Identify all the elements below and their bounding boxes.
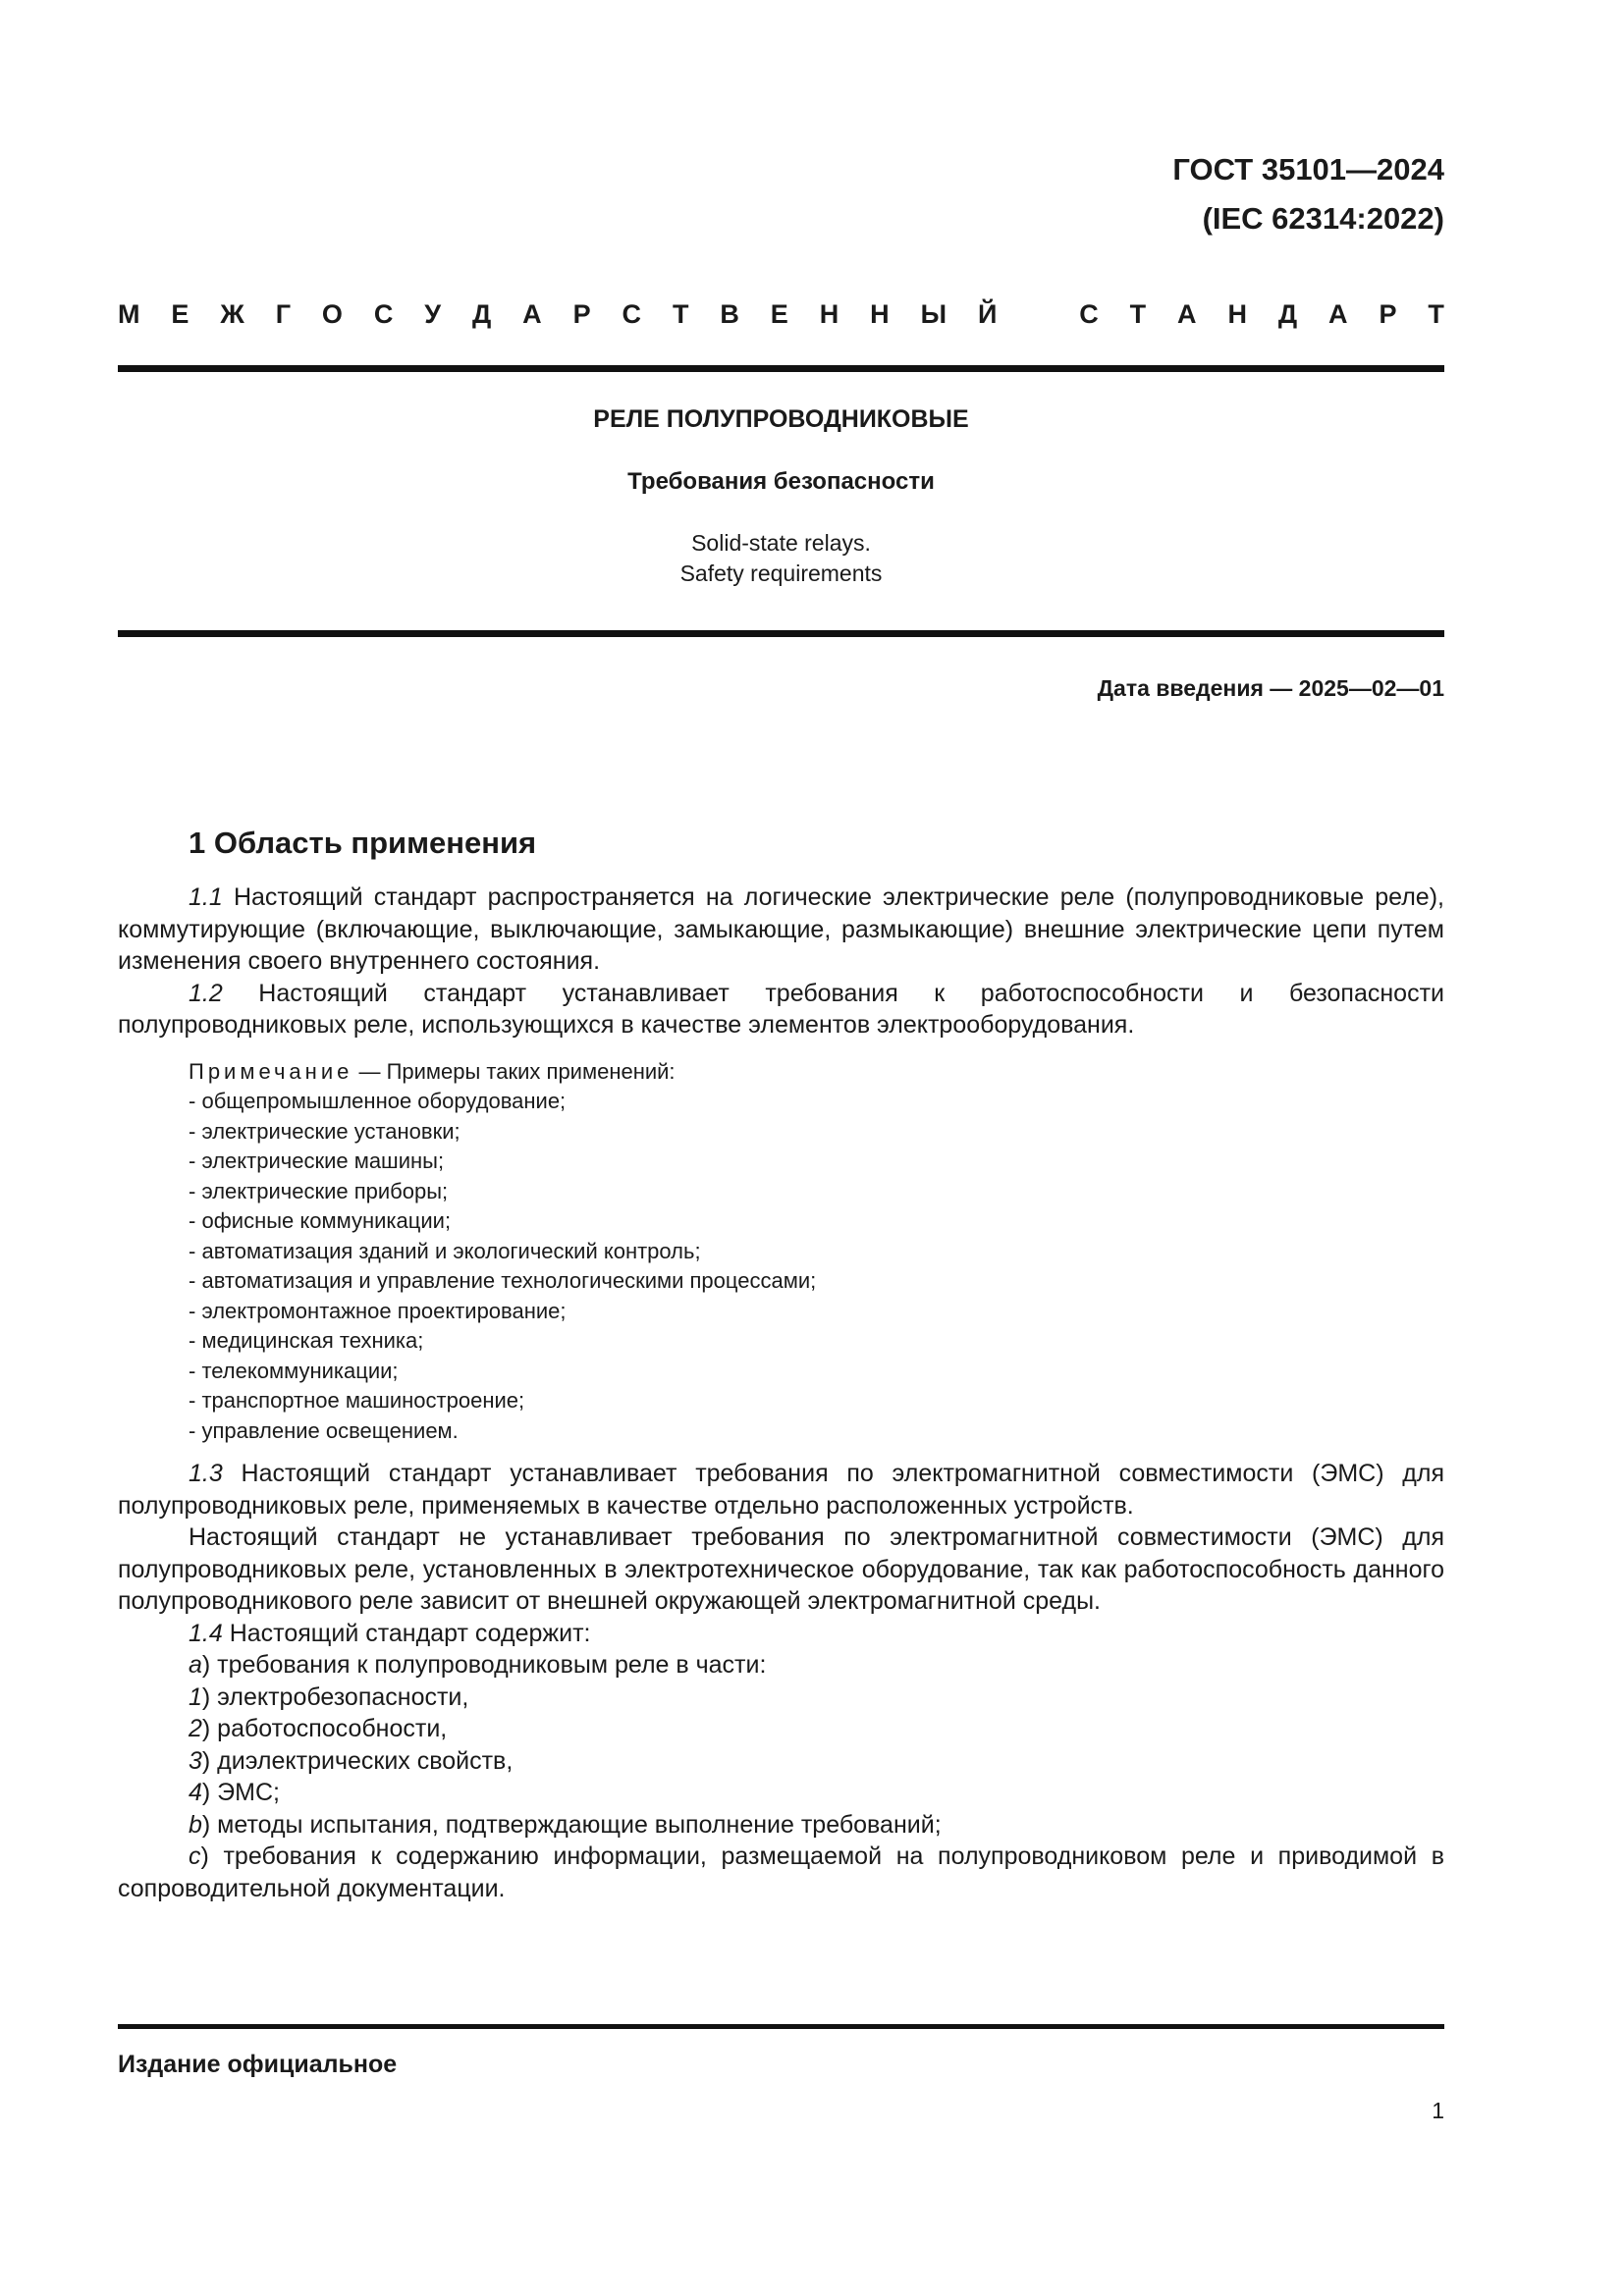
english-title-line-1: Solid-state relays. xyxy=(691,530,871,556)
top-rule xyxy=(118,365,1444,372)
requirements-list-item xyxy=(118,1649,1444,1682)
english-title xyxy=(118,528,1444,589)
title-rule xyxy=(118,630,1444,637)
note-label: Примечание xyxy=(189,1058,353,1084)
clause-text: Настоящий стандарт распространяется на логические электрические реле (полупроводниковые реле), коммутирующие (включающие, выключающие, замыкающие, размыкающие) внешние электрические цепи путем изменения своего внутреннего состояния. xyxy=(118,883,1444,975)
note-list-item: - электрические машины; xyxy=(189,1147,1072,1177)
clause-number: 1.4 xyxy=(189,1619,223,1647)
heading-letter: Е xyxy=(171,299,189,329)
standard-number: ГОСТ 35101—2024 xyxy=(1172,152,1444,187)
list-item-text: ) ЭМС; xyxy=(201,1779,280,1806)
note-list-item: - транспортное машиностроение; xyxy=(189,1386,1072,1416)
footer-rule xyxy=(118,2024,1444,2029)
heading-letter: М xyxy=(118,299,140,329)
heading-letter: Ы xyxy=(920,299,947,329)
heading-letter: Т xyxy=(1428,299,1444,329)
clause-number: 1.2 xyxy=(189,979,223,1007)
document-title: РЕЛЕ ПОЛУПРОВОДНИКОВЫЕ xyxy=(593,405,969,433)
clause-text: Настоящий стандарт устанавливает требования по электромагнитной совместимости (ЭМС) для полупроводниковых реле, применяемых в качестве отдельно расположенных устройств. xyxy=(118,1460,1444,1520)
note-intro-text: Примеры таких применений: xyxy=(386,1058,676,1084)
paragraph-1-3 xyxy=(118,1458,1444,1522)
heading-letter: А xyxy=(1328,299,1348,329)
note-list-item: - управление освещением. xyxy=(189,1416,1072,1447)
requirements-list xyxy=(118,1649,1444,1904)
note-list-item: - офисные коммуникации; xyxy=(189,1206,1072,1237)
heading-letter: Т xyxy=(672,299,689,329)
heading-letter: С xyxy=(373,299,394,329)
requirements-list-item xyxy=(118,1745,1444,1778)
paragraph-1-1 xyxy=(118,881,1444,978)
heading-letter: Н xyxy=(1227,299,1247,329)
edition-label: Издание официальное xyxy=(118,2051,398,2078)
heading-letter: Т xyxy=(1129,299,1147,329)
note-list-item: - автоматизация и управление технологическими процессами; xyxy=(189,1266,1072,1297)
heading-letter: Н xyxy=(819,299,839,329)
list-item-text: ) требования к полупроводниковым реле в части: xyxy=(201,1651,767,1679)
requirements-list-item xyxy=(118,1841,1444,1904)
note-list-item: - телекоммуникации; xyxy=(189,1357,1072,1387)
list-item-text: ) диэлектрических свойств, xyxy=(201,1746,514,1775)
section-heading: 1 Область применения xyxy=(189,826,537,860)
note-list-item: - общепромышленное оборудование; xyxy=(189,1087,1072,1117)
requirements-list-item xyxy=(118,1682,1444,1714)
list-marker: 3 xyxy=(189,1746,202,1775)
list-marker: 4 xyxy=(189,1779,202,1806)
heading-letter: О xyxy=(321,299,343,329)
paragraph-1-4 xyxy=(118,1618,1444,1650)
section-body xyxy=(118,881,1444,1904)
heading-letter: А xyxy=(1177,299,1197,329)
list-marker: a xyxy=(189,1651,202,1679)
heading-letter: Д xyxy=(472,299,492,329)
note-list-item: - автоматизация зданий и экологический контроль; xyxy=(189,1237,1072,1267)
list-item-text: ) работоспособности, xyxy=(201,1715,448,1742)
heading-letter: Й xyxy=(977,299,998,329)
note-list-item: - электрические приборы; xyxy=(189,1177,1072,1207)
paragraph-1-2 xyxy=(118,978,1444,1041)
document-subtitle: Требования безопасности xyxy=(627,468,935,495)
heading-letter: Ж xyxy=(220,299,244,329)
list-item-text: ) методы испытания, подтверждающие выполнение требований; xyxy=(201,1810,942,1839)
requirements-list-item xyxy=(118,1809,1444,1842)
heading-letter: В xyxy=(720,299,739,329)
paragraph-1-3-continued: Настоящий стандарт не устанавливает требования по электромагнитной совместимости (ЭМС) для полупроводниковых реле, установленных в электротехническое оборудование, так как работоспособность данного полупроводникового реле зависит от внешней окружающей электромагнитной среды. xyxy=(118,1523,1444,1615)
heading-letter: С xyxy=(1079,299,1099,329)
page-number: 1 xyxy=(1432,2098,1444,2123)
standard-number-block xyxy=(1172,145,1444,243)
iec-reference: (IEC 62314:2022) xyxy=(1202,201,1444,236)
note-intro xyxy=(189,1057,1072,1088)
clause-number: 1.3 xyxy=(189,1460,223,1487)
note-list-item: - медицинская техника; xyxy=(189,1326,1072,1357)
list-marker: b xyxy=(189,1810,202,1839)
heading-letter: А xyxy=(522,299,542,329)
heading-letter: Р xyxy=(1379,299,1397,329)
note-dash: — xyxy=(352,1058,387,1084)
clause-text: Настоящий стандарт устанавливает требования к работоспособности и безопасности полупроводниковых реле, использующихся в качестве элементов электрооборудования. xyxy=(118,979,1444,1039)
note-list-item: - электромонтажное проектирование; xyxy=(189,1297,1072,1327)
english-title-line-2: Safety requirements xyxy=(679,561,883,586)
heading-word-gap xyxy=(1028,297,1048,331)
heading-letter: У xyxy=(424,299,442,329)
heading-letter: Р xyxy=(572,299,591,329)
note-list xyxy=(189,1087,1072,1446)
heading-letter: Г xyxy=(275,299,291,329)
clause-number: 1.1 xyxy=(189,883,223,911)
list-marker: 2 xyxy=(189,1715,202,1742)
heading-letter: Е xyxy=(770,299,788,329)
list-item-text: ) электробезопасности, xyxy=(201,1682,469,1711)
list-marker: c xyxy=(189,1842,201,1870)
clause-text: Настоящий стандарт содержит: xyxy=(222,1619,591,1647)
list-item-text: ) требования к содержанию информации, размещаемой на полупроводниковом реле и приводимой в сопроводительной документации. xyxy=(118,1842,1444,1902)
heading-letter: Н xyxy=(870,299,890,329)
heading-letter: С xyxy=(622,299,642,329)
interstate-standard-heading xyxy=(118,297,1444,331)
requirements-list-item xyxy=(118,1777,1444,1809)
note-block xyxy=(189,1057,1072,1447)
heading-letter: Д xyxy=(1277,299,1298,329)
note-list-item: - электрические установки; xyxy=(189,1117,1072,1148)
introduction-date: Дата введения — 2025—02—01 xyxy=(1097,675,1444,701)
list-marker: 1 xyxy=(189,1682,202,1711)
requirements-list-item xyxy=(118,1713,1444,1745)
